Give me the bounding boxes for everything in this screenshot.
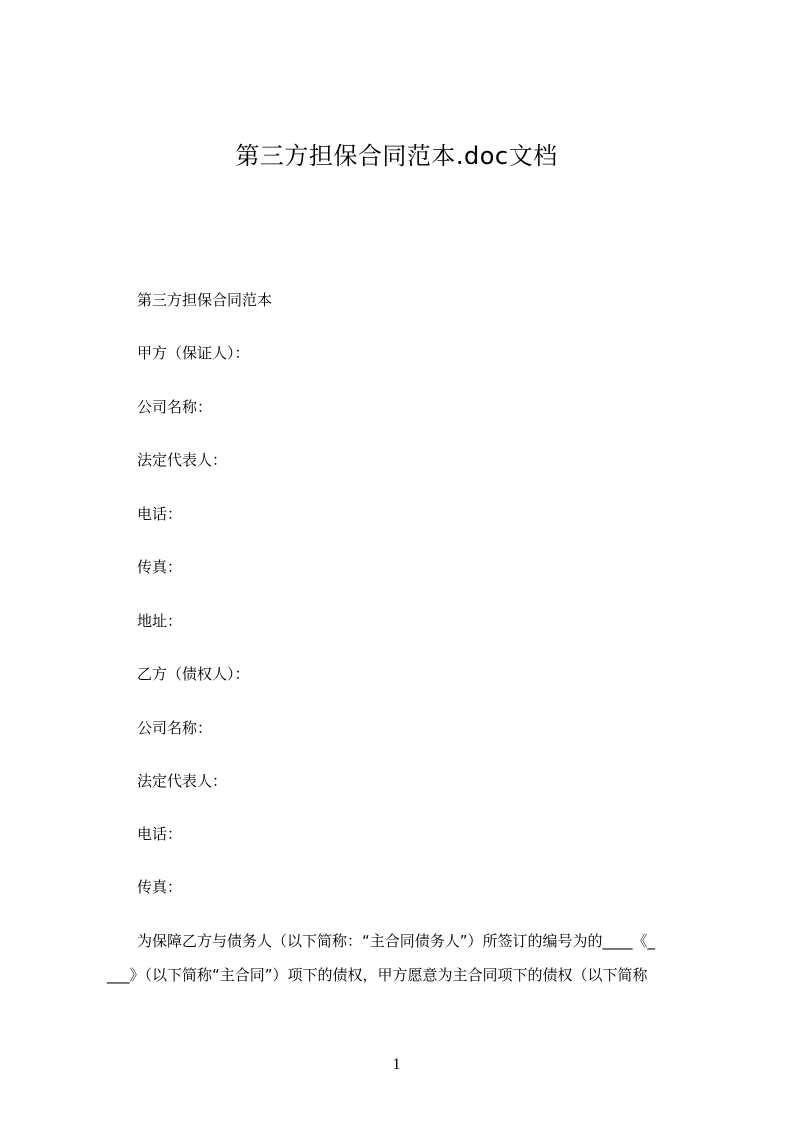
party-a-legal-representative: 法定代表人： [137, 451, 228, 469]
paragraph-line: ___》（以下简称“主合同”）项下的债权，甲方愿意为主合同项下的债权（以下简称 [107, 966, 648, 984]
party-a-company-name: 公司名称： [137, 398, 213, 416]
party-b-label: 乙方（债权人）： [137, 665, 250, 683]
party-b-phone: 电话： [137, 825, 183, 843]
page-number: 1 [392, 1056, 401, 1073]
party-a-label: 甲方（保证人）： [137, 344, 250, 362]
party-a-address: 地址： [137, 612, 183, 630]
document-title: 第三方担保合同范本.doc文档 [235, 142, 558, 170]
body-paragraph [107, 931, 697, 999]
party-a-phone: 电话： [137, 505, 183, 523]
party-b-legal-representative: 法定代表人： [137, 772, 228, 790]
party-a-fax: 传真： [137, 558, 183, 576]
paragraph-line: 为保障乙方与债务人（以下简称：“主合同债务人”）所签订的编号为的____《_ [137, 932, 656, 950]
contract-heading: 第三方担保合同范本 [137, 291, 273, 309]
party-b-fax: 传真： [137, 878, 183, 896]
party-b-company-name: 公司名称： [137, 719, 213, 737]
